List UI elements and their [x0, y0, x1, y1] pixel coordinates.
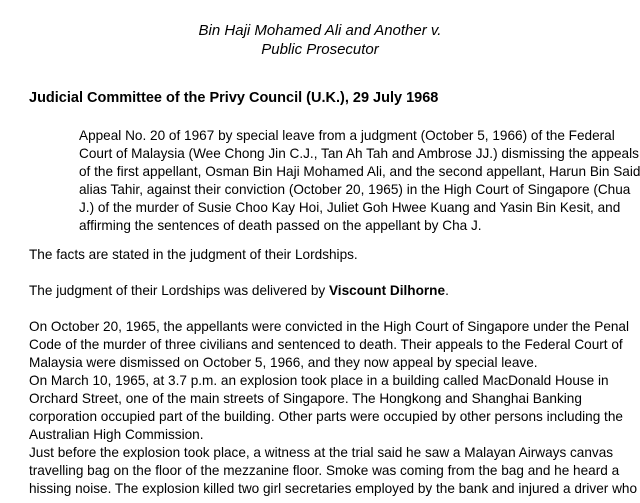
witness-paragraph — [29, 444, 638, 498]
case-title-line-1: Bin Haji Mohamed Ali and Another v. — [198, 22, 442, 39]
witness-line: hissing noise. The explosion killed two girl secretaries employed by the bank and injured a driver who — [29, 481, 638, 496]
headnote-paragraph — [79, 127, 640, 235]
conviction-paragraph — [29, 318, 629, 372]
court-heading: Judicial Committee of the Privy Council (U.K.), 29 July 1968 — [29, 90, 439, 106]
delivered-by-prefix: The judgment of their Lordships was delivered by — [29, 283, 329, 298]
witness-line: Just before the explosion took place, a witness at the trial said he saw a Malayan Airways canvas — [29, 445, 614, 460]
headnote-line: J.) of the murder of Susie Choo Kay Hoi, Juliet Goh Hwee Kuang and Yasin Bin Kesit, and — [79, 200, 621, 215]
explosion-line: corporation occupied part of the building. Other parts were occupied by other persons including the — [29, 409, 623, 424]
delivered-by-suffix: . — [445, 283, 449, 298]
case-title — [0, 21, 640, 59]
explosion-line: Orchard Street, one of the main streets of Singapore. The Hongkong and Shanghai Banking — [29, 391, 582, 406]
headnote-line: Court of Malaysia (Wee Chong Jin C.J., Tan Ah Tah and Ambrose JJ.) dismissing the appeals — [79, 146, 639, 161]
explosion-line: Australian High Commission. — [29, 427, 204, 442]
judge-name: Viscount Dilhorne — [328, 283, 446, 298]
facts-paragraph — [29, 246, 629, 264]
explosion-line: On March 10, 1965, at 3.7 p.m. an explosion took place in a building called MacDonald House in — [29, 373, 609, 388]
headnote-line: of the first appellant, Osman Bin Haji Mohamed Ali, and the second appellant, Harun Bin Said — [79, 164, 640, 179]
headnote-line: affirming the sentences of death passed on the appellant by Cha J. — [79, 218, 482, 233]
case-title-line-2: Public Prosecutor — [261, 41, 379, 58]
headnote-line: alias Tahir, against their conviction (October 20, 1965) in the High Court of Singapore (Chua — [79, 182, 631, 197]
headnote-line: Appeal No. 20 of 1967 by special leave from a judgment (October 5, 1966) of the Federal — [79, 128, 615, 143]
delivered-by-line — [29, 282, 629, 300]
conviction-line: On October 20, 1965, the appellants were convicted in the High Court of Singapore under the Penal — [29, 319, 630, 334]
conviction-line: Malaysia were dismissed on October 5, 1966, and they now appeal by special leave. — [29, 355, 538, 370]
delivered-by-paragraph — [29, 282, 629, 300]
facts-line: The facts are stated in the judgment of their Lordships. — [29, 247, 358, 262]
explosion-paragraph — [29, 372, 629, 444]
conviction-line: Code of the murder of three civilians and sentenced to death. Their appeals to the Federal Court of — [29, 337, 623, 352]
witness-line: travelling bag on the floor of the mezzanine floor. Smoke was coming from the bag and he heard a — [29, 463, 620, 478]
